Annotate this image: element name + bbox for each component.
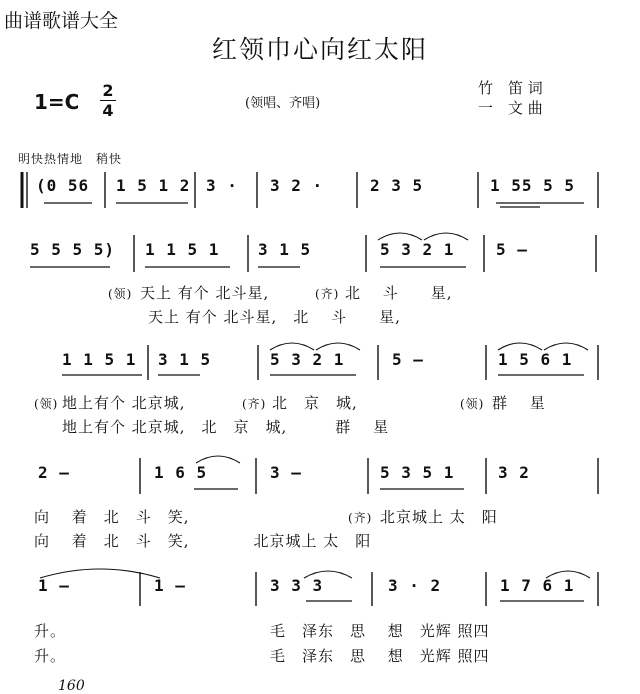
lyric-line: 北京城上 太 阳 xyxy=(380,508,498,526)
composer-credit: 一 文 曲 xyxy=(478,99,543,117)
measure-notes: 5 3 2 1 xyxy=(380,240,455,259)
measure-notes: 5 3 2 1 xyxy=(270,350,345,369)
measure-notes: 5 3 5 1 xyxy=(380,463,455,482)
measure-notes: 3 2 · xyxy=(270,176,324,195)
measure-notes: 3 · 2 xyxy=(388,576,442,595)
tempo-marking: 明快热情地 稍快 xyxy=(18,152,123,166)
measure-notes: 1 7 6 1 xyxy=(500,576,575,595)
performance-note: (领唱、齐唱) xyxy=(245,96,321,111)
lyricist-credit: 竹 笛 词 xyxy=(478,79,543,97)
meter-bottom: 4 xyxy=(102,101,114,120)
part-marker: (齐) xyxy=(348,511,373,525)
measure-notes: 5 — xyxy=(392,350,424,369)
site-title: 曲谱歌谱大全 xyxy=(4,10,119,32)
page-number: 160 xyxy=(58,678,85,694)
measure-notes: 5 — xyxy=(496,240,528,259)
measure-notes: 1 1 5 1 xyxy=(62,350,137,369)
part-marker: (领) xyxy=(460,397,485,411)
lyric-line: 天上 有个 北斗星, xyxy=(140,284,270,302)
part-marker: (齐) xyxy=(242,397,267,411)
measure-notes: 1 5 1 2 xyxy=(116,176,191,195)
lyric-line: 群 星 xyxy=(492,394,546,412)
measure-notes: 1 6 5 xyxy=(154,463,208,482)
measure-notes: 1 5 6 1 xyxy=(498,350,573,369)
lyric-line: 北 京 城, xyxy=(272,394,358,412)
beams xyxy=(30,203,584,601)
lyric-line: 北 斗 星, xyxy=(345,284,453,302)
measure-notes: 3 1 5 xyxy=(158,350,212,369)
lyric-line: 毛 泽东 思 想 光辉 照四 xyxy=(270,622,490,640)
measure-notes: 3 · xyxy=(206,176,238,195)
measure-notes: 1 55 5 5 xyxy=(490,176,576,195)
lyric-line: 地上有个 北京城, xyxy=(62,394,186,412)
measure-notes: 2 3 5 xyxy=(370,176,424,195)
part-marker: (领) xyxy=(34,397,59,411)
slurs xyxy=(40,233,590,578)
measure-notes: 3 — xyxy=(270,463,302,482)
lyric-line: 毛 泽东 思 想 光辉 照四 xyxy=(270,647,490,665)
key-signature: 1=C xyxy=(34,90,80,114)
measure-notes: 5 5 5 5) xyxy=(30,240,116,259)
song-title: 红领巾心向红太阳 xyxy=(211,35,428,64)
measure-notes: (0 56 xyxy=(36,176,90,195)
measure-notes: 2 — xyxy=(38,463,70,482)
measure-notes: 1 1 5 1 xyxy=(145,240,220,259)
lyric-line: 升。 xyxy=(34,622,67,640)
part-marker: (齐) xyxy=(315,287,340,301)
lyric-line: 升。 xyxy=(34,647,67,665)
lyric-line: 向 着 北 斗 笑, 北京城上 太 阳 xyxy=(34,532,372,550)
meter-top: 2 xyxy=(102,81,114,100)
lyric-line: 地上有个 北京城, 北 京 城, 群 星 xyxy=(62,418,390,436)
measure-notes: 1 — xyxy=(154,576,186,595)
part-marker: (领) xyxy=(108,287,133,301)
measure-notes: 3 2 xyxy=(498,463,530,482)
measure-notes: 3 1 5 xyxy=(258,240,312,259)
lyric-line: 天上 有个 北斗星, 北 斗 星, xyxy=(148,308,401,326)
measure-notes: 1 — xyxy=(38,576,70,595)
measure-notes: 3 3 3 xyxy=(270,576,324,595)
lyric-line: 向 着 北 斗 笑, xyxy=(34,508,190,526)
